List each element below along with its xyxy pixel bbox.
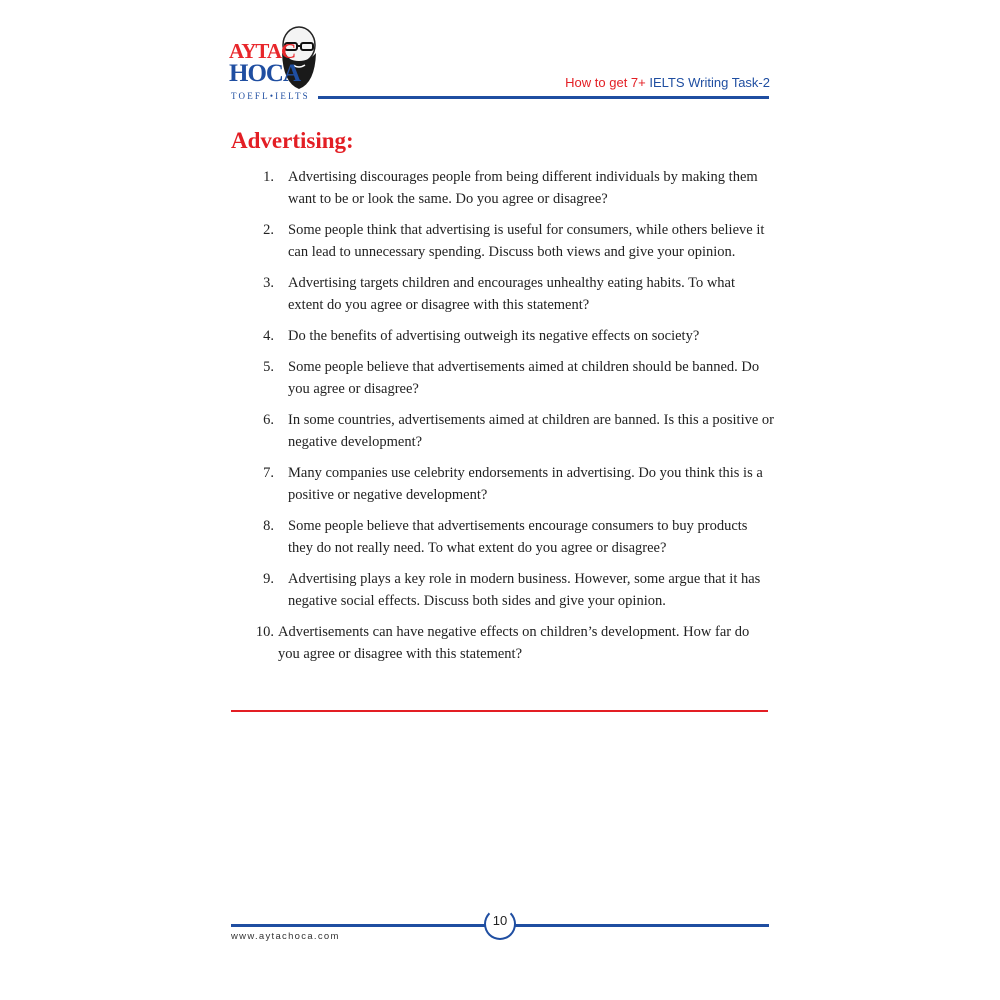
list-item xyxy=(244,462,774,506)
item-text: Many companies use celebrity endorsements in advertising. Do you think this is a positive or negative development? xyxy=(288,465,763,503)
section-end-rule xyxy=(231,710,768,712)
header-title-part-1: How to get 7+ xyxy=(565,75,646,90)
item-number: 1. xyxy=(263,169,274,185)
page-number: 10 xyxy=(492,913,508,928)
brand-logo xyxy=(229,25,321,103)
list-item xyxy=(244,515,774,559)
list-item xyxy=(244,166,774,210)
list-item xyxy=(244,219,774,263)
item-text: Advertising plays a key role in modern business. However, some argue that it has negative social effects. Discuss both sides and give your opinion. xyxy=(288,571,761,609)
item-text: Advertising targets children and encourages unhealthy eating habits. To what extent do you agree or disagree with this statement? xyxy=(288,275,736,313)
section-title: Advertising: xyxy=(231,128,354,153)
list-item xyxy=(244,409,774,453)
list-item xyxy=(244,568,774,612)
footer-url: www.aytachoca.com xyxy=(231,931,340,942)
item-number: 2. xyxy=(263,222,274,238)
question-list xyxy=(244,166,774,674)
list-item xyxy=(244,325,774,347)
footer-divider-right xyxy=(514,924,769,927)
footer-divider-left xyxy=(231,924,486,927)
logo-line-2: HOCA xyxy=(229,60,300,87)
item-number: 4. xyxy=(263,328,274,344)
item-number: 6. xyxy=(263,412,274,428)
item-text: Some people believe that advertisements encourage consumers to buy products they do not really need. To what extent do you agree or disagree? xyxy=(288,518,748,556)
item-text: Some people think that advertising is useful for consumers, while others believe it can lead to unnecessary spending. Discuss both views and give your opinion. xyxy=(288,222,765,260)
item-text: Advertisements can have negative effects on children’s development. How far do you agree or disagree with this statement? xyxy=(278,624,750,662)
item-number: 7. xyxy=(263,465,274,481)
item-number: 10. xyxy=(255,624,274,640)
item-text: Some people believe that advertisements aimed at children should be banned. Do you agree or disagree? xyxy=(288,359,760,397)
header-title-part-2: IELTS Writing Task-2 xyxy=(645,75,770,90)
item-number: 8. xyxy=(263,518,274,534)
logo-line-1: AYTAC xyxy=(229,39,296,63)
list-item xyxy=(244,356,774,400)
logo-subtitle: TOEFL•IELTS xyxy=(231,91,310,101)
item-number: 3. xyxy=(263,275,274,291)
item-text: In some countries, advertisements aimed at children are banned. Is this a positive or negative development? xyxy=(288,412,775,450)
header-divider xyxy=(318,96,769,99)
item-number: 5. xyxy=(263,359,274,375)
list-item xyxy=(244,621,774,665)
item-text: Advertising discourages people from being different individuals by making them want to be or look the same. Do you agree or disagree? xyxy=(288,169,758,207)
item-number: 9. xyxy=(263,571,274,587)
running-header xyxy=(565,75,770,90)
item-text: Do the benefits of advertising outweigh its negative effects on society? xyxy=(288,328,700,344)
list-item xyxy=(244,272,774,316)
